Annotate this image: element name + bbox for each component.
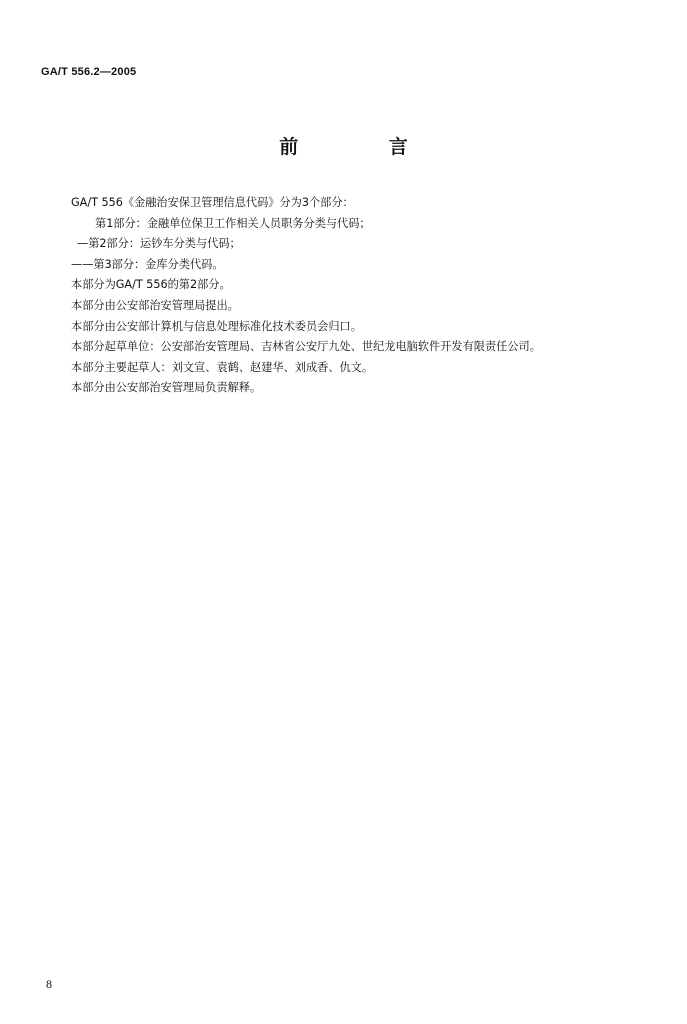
paragraph-parts-intro: GA/T 556《金融治安保卫管理信息代码》分为3个部分： (71, 196, 354, 209)
list-item-part-2: —第2部分：运钞车分类与代码； (77, 237, 241, 251)
page-number: 8 (46, 977, 52, 991)
foreword-body (71, 193, 661, 399)
paragraph-this-part: 本部分为GA/T 556的第2部分。 (71, 278, 231, 292)
paragraph-proposed-by: 本部分由公安部治安管理局提出。 (71, 298, 239, 312)
standard-code: GA/T 556.2—2005 (41, 66, 137, 78)
paragraph-under-jurisdiction: 本部分由公安部计算机与信息处理标准化技术委员会归口。 (71, 319, 362, 333)
page-title: 前 言 (279, 136, 450, 158)
list-item-part-1: 第1部分：金融单位保卫工作相关人员职务分类与代码； (95, 216, 371, 230)
paragraph-drafting-units: 本部分起草单位：公安部治安管理局、吉林省公安厅九处、世纪龙电脑软件开发有限责任公司。 (71, 340, 541, 354)
paragraph-main-drafters: 本部分主要起草人：刘文宣、袁鹤、赵建华、刘成香、仇文。 (71, 360, 374, 374)
list-item-part-3: ——第3部分：金库分类代码。 (71, 257, 224, 271)
paragraph-interpretation: 本部分由公安部治安管理局负责解释。 (71, 381, 262, 395)
